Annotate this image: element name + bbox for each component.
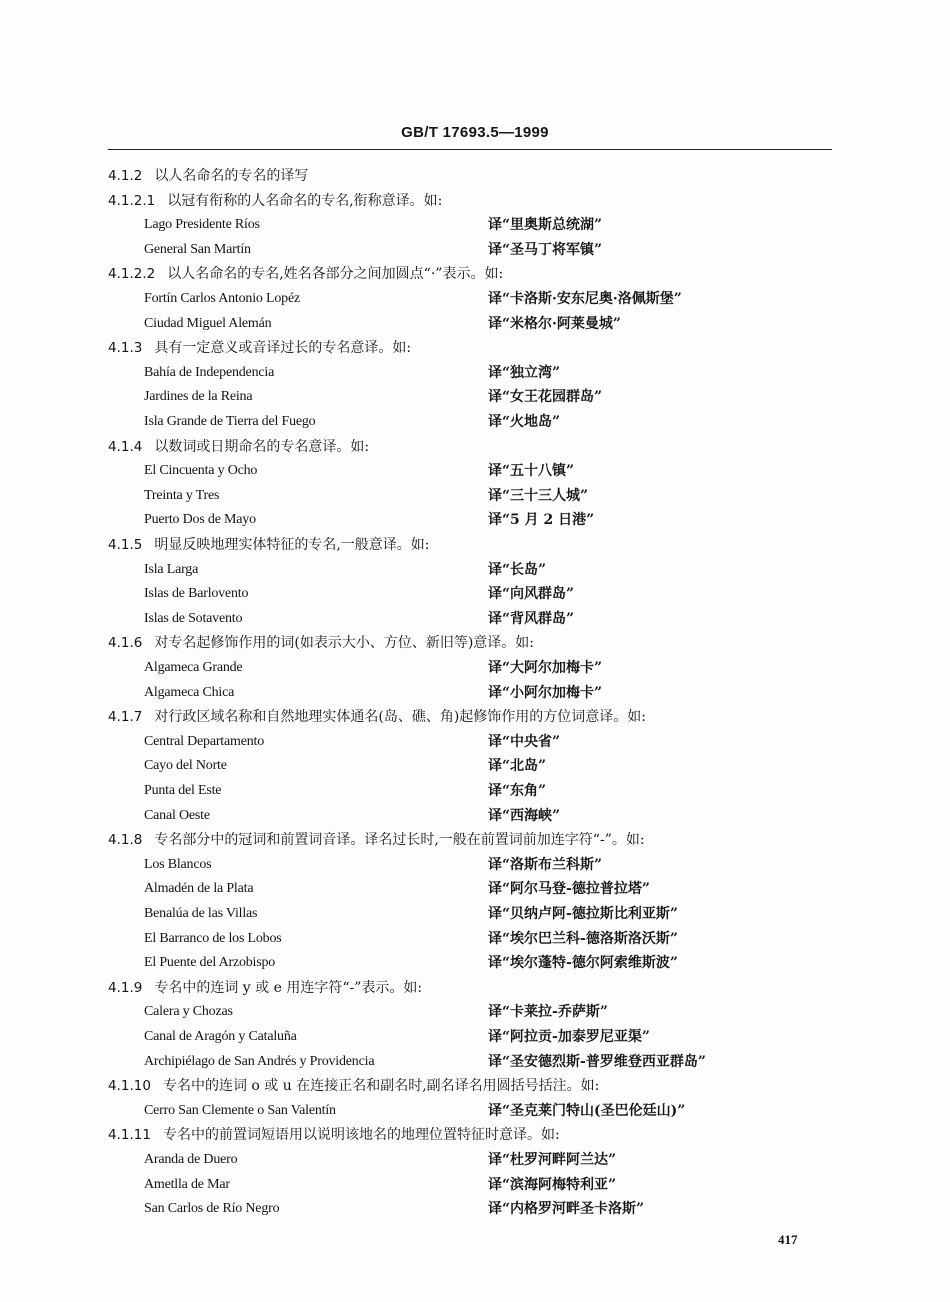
example-place-name: Islas de Barlovento	[144, 586, 249, 602]
example-translation: 译“圣安德烈斯-普罗维登西亚群岛”	[488, 1053, 706, 1070]
section-heading	[108, 164, 308, 188]
example-place-name: Aranda de Duero	[144, 1152, 238, 1167]
section-number: 4.1.9	[108, 979, 143, 996]
section-text: 以冠有衔称的人名命名的专名,衔称意译。如:	[167, 192, 443, 209]
example-place-name: El Puente del Arzobispo	[144, 955, 276, 971]
example-place-name: General San Martín	[144, 241, 251, 257]
section-text: 明显反映地理实体特征的专名,一般意译。如:	[154, 537, 430, 553]
example-translation: 译“北岛”	[488, 758, 547, 775]
section-text: 对行政区域名称和自然地理实体通名(岛、礁、角)起修饰作用的方位词意译。如:	[154, 709, 646, 726]
section-text: 专名中的前置词短语用以说明该地名的地理位置特征时意译。如:	[162, 1127, 560, 1144]
section-number: 4.1.2	[108, 168, 143, 184]
example-place-name: Puerto Dos de Mayo	[144, 512, 256, 528]
example-place-name: Fortín Carlos Antonio Lopéz	[144, 291, 300, 306]
section-heading	[108, 976, 422, 1000]
section-text: 以人名命名的专名,姓名各部分之间加圆点“·”表示。如:	[167, 266, 504, 283]
example-translation: 译“独立湾”	[488, 364, 561, 381]
example-translation: 译“洛斯布兰科斯”	[488, 856, 603, 873]
example-translation: 译“向风群岛”	[488, 586, 575, 603]
example-place-name: Algameca Grande	[144, 660, 243, 675]
example-translation: 译“小阿尔加梅卡”	[488, 684, 603, 701]
example-place-name: El Cincuenta y Ocho	[144, 463, 258, 479]
example-translation: 译“内格罗河畔圣卡洛斯”	[488, 1201, 645, 1218]
page-header: GB/T 17693.5—1999	[401, 124, 549, 141]
example-translation: 译“滨海阿梅特利亚”	[488, 1176, 617, 1193]
example-place-name: Archipiélago de San Andrés y Providencia	[144, 1053, 375, 1069]
section-heading	[108, 705, 646, 729]
example-place-name: Cayo del Norte	[144, 758, 227, 774]
example-place-name: Canal de Aragón y Cataluña	[144, 1029, 297, 1044]
section-number: 4.1.7	[108, 709, 143, 726]
example-translation: 译“里奥斯总统湖”	[488, 217, 603, 234]
section-heading	[108, 1123, 560, 1147]
example-place-name: Islas de Sotavento	[144, 610, 243, 626]
section-number: 4.1.4	[108, 438, 143, 455]
section-heading	[108, 533, 430, 557]
section-heading	[108, 262, 503, 286]
example-place-name: Benalúa de las Villas	[144, 906, 258, 921]
example-place-name: Almadén de la Plata	[144, 881, 254, 897]
section-text: 以数词或日期命名的专名意译。如:	[154, 438, 370, 455]
example-place-name: Algameca Chica	[144, 684, 235, 700]
section-number: 4.1.2.2	[108, 266, 156, 283]
section-heading	[108, 435, 369, 459]
section-number: 4.1.11	[108, 1127, 151, 1144]
example-translation: 译“长岛”	[488, 561, 547, 578]
header-rule	[108, 149, 832, 150]
example-place-name: Cerro San Clemente o San Valentín	[144, 1102, 336, 1118]
section-number: 4.1.8	[108, 832, 143, 849]
section-text: 专名中的连词 y 或 e 用连字符“-”表示。如:	[154, 979, 423, 996]
section-text: 专名部分中的冠词和前置词音译。译名过长时,一般在前置词前加连字符“-”。如:	[154, 832, 645, 849]
example-translation: 译“阿尔马登-德拉普拉塔”	[488, 881, 650, 898]
section-text: 对专名起修饰作用的词(如表示大小、方位、新旧等)意译。如:	[154, 635, 534, 652]
section-number: 4.1.5	[108, 537, 143, 553]
example-translation: 译“背风群岛”	[488, 610, 575, 627]
section-heading	[108, 1074, 599, 1098]
example-place-name: Los Blancos	[144, 856, 212, 872]
example-place-name: San Carlos de Río Negro	[144, 1201, 280, 1217]
example-translation: 译“大阿尔加梅卡”	[488, 660, 603, 676]
example-translation: 译“埃尔巴兰科-德洛斯洛沃斯”	[488, 930, 678, 947]
example-translation: 译“中央省”	[488, 733, 561, 750]
example-translation: 译“西海峡”	[488, 807, 561, 824]
example-translation: 译“米格尔·阿莱曼城”	[488, 315, 621, 332]
example-translation: 译“卡洛斯·安东尼奥·洛佩斯堡”	[488, 291, 682, 307]
example-place-name: Isla Grande de Tierra del Fuego	[144, 414, 316, 429]
page-number: 417	[778, 1232, 798, 1247]
example-translation: 译“贝纳卢阿-德拉斯比利亚斯”	[488, 906, 678, 922]
section-text: 具有一定意义或音译过长的专名意译。如:	[154, 340, 412, 357]
section-number: 4.1.2.1	[108, 192, 156, 209]
example-place-name: Central Departamento	[144, 733, 265, 749]
section-heading	[108, 189, 442, 213]
example-place-name: El Barranco de los Lobos	[144, 930, 282, 946]
example-translation: 译“阿拉贡-加泰罗尼亚渠”	[488, 1029, 650, 1045]
example-translation: 译“三十三人城”	[488, 487, 589, 504]
example-translation: 译“杜罗河畔阿兰达”	[488, 1152, 617, 1168]
section-heading	[108, 631, 534, 655]
example-place-name: Canal Oeste	[144, 807, 210, 823]
section-text: 专名中的连词 o 或 u 在连接正名和副名时,副名译名用圆括号括注。如:	[162, 1078, 600, 1095]
example-place-name: Treinta y Tres	[144, 487, 220, 503]
example-translation: 译“火地岛”	[488, 414, 561, 430]
section-number: 4.1.6	[108, 635, 143, 652]
example-place-name: Ametlla de Mar	[144, 1176, 230, 1192]
section-text: 以人名命名的专名的译写	[154, 168, 309, 184]
example-translation: 译“卡莱拉-乔萨斯”	[488, 1004, 608, 1021]
section-heading	[108, 336, 411, 360]
example-place-name: Bahía de Independencia	[144, 364, 275, 380]
example-translation: 译“五十八镇”	[488, 463, 575, 480]
example-place-name: Ciudad Miguel Alemán	[144, 315, 272, 331]
example-translation: 译“女王花园群岛”	[488, 389, 603, 406]
example-place-name: Calera y Chozas	[144, 1004, 233, 1020]
example-place-name: Punta del Este	[144, 783, 222, 798]
example-place-name: Isla Larga	[144, 561, 199, 577]
example-translation: 译“5 月 2 日港”	[488, 512, 595, 529]
example-place-name: Lago Presidente Ríos	[144, 217, 260, 233]
example-place-name: Jardines de la Reina	[144, 389, 253, 405]
example-translation: 译“圣马丁将军镇”	[488, 241, 603, 258]
example-translation: 译“圣克莱门特山(圣巴伦廷山)”	[488, 1102, 686, 1119]
section-number: 4.1.3	[108, 340, 143, 357]
section-heading	[108, 828, 645, 852]
example-translation: 译“埃尔蓬特-德尔阿索维斯波”	[488, 955, 678, 972]
example-translation: 译“东角”	[488, 783, 547, 799]
section-number: 4.1.10	[108, 1078, 151, 1095]
